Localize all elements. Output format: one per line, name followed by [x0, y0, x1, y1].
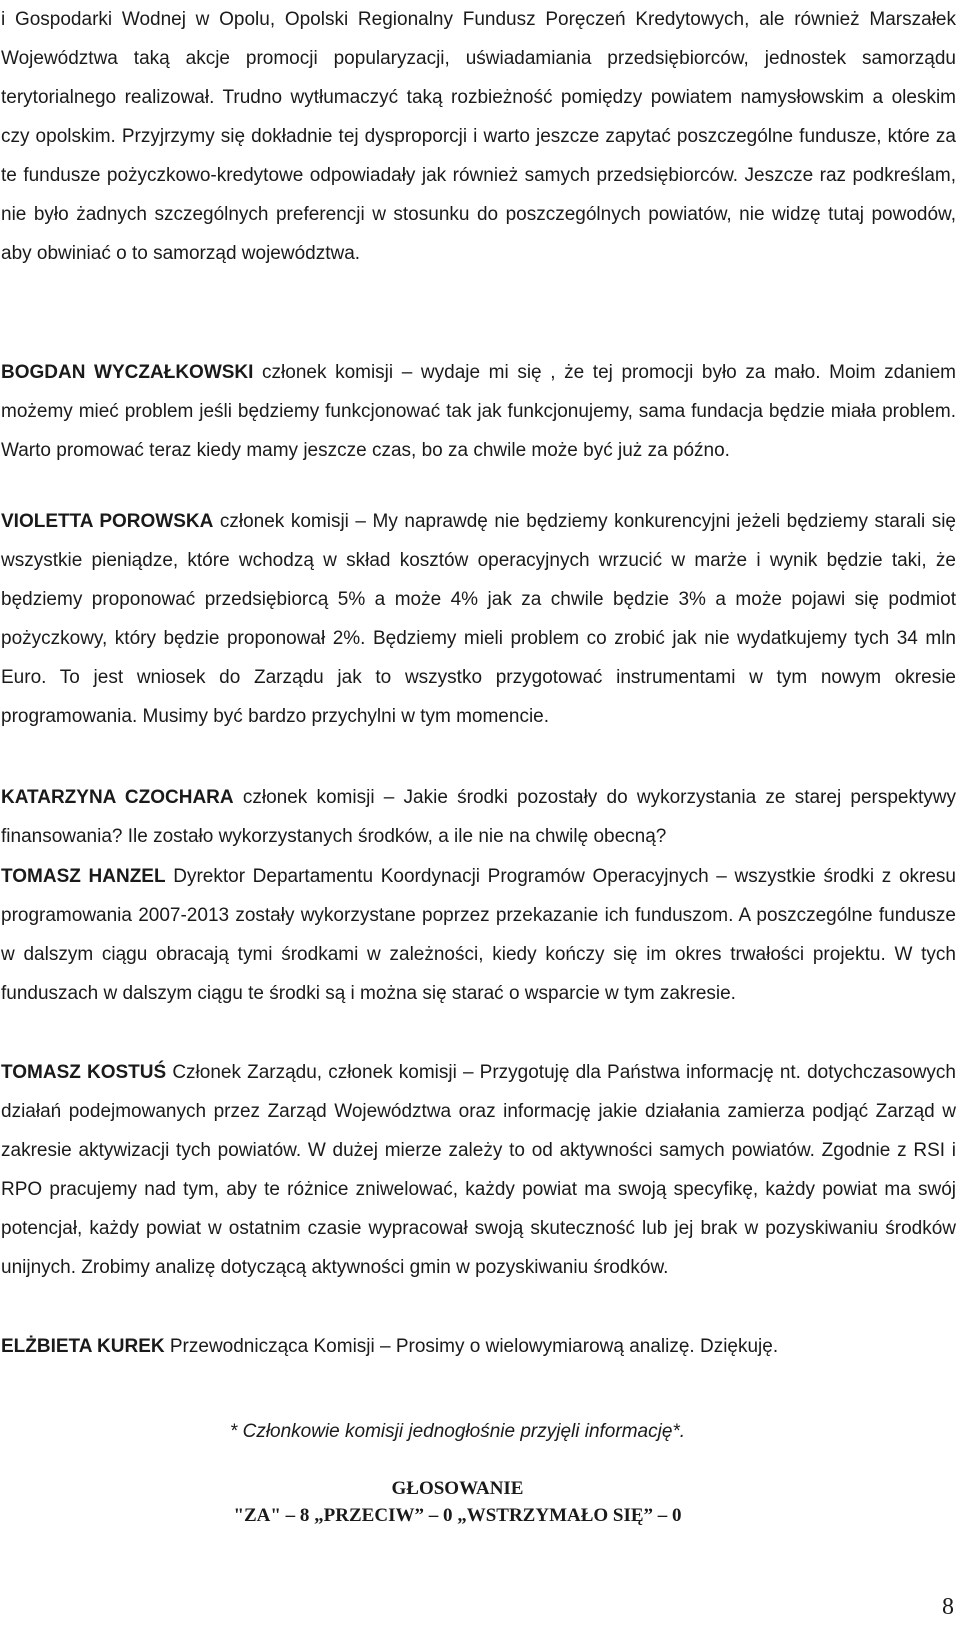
- paragraph-kostus: [1, 1053, 956, 1287]
- paragraph-text: członek komisji – wydaje mi się , że tej promocji było za mało. Moim zdaniem możemy mieć problem jeśli będziemy funkcjonować tak jak funkcjonujemy, sama fundacja będzie miała problem. Warto promować teraz kiedy mamy jeszcze czas, bo za chwile może być już za późno.: [1, 362, 956, 461]
- vote-title: GŁOSOWANIE: [391, 1478, 524, 1499]
- paragraph-czochara: [1, 778, 956, 856]
- speaker-name: VIOLETTA POROWSKA: [1, 511, 214, 532]
- paragraph-text: członek komisji – My naprawdę nie będziemy konkurencyjni jeżeli będziemy starali się wszystkie pieniądze, które wchodzą w skład kosztów operacyjnych wrzucić w marże i wynik będzie taki, że będziemy proponować przedsiębiorcą 5% a może 4% jak za chwile będzie 3% a może pojawi się podmiot pożyczkowy, który będzie proponował 2%. Będziemy mieli problem co zrobić jak nie wydatkujemy tych 34 mln Euro. To jest wniosek do Zarządu jak to wszystko przygotować instrumentami w tym nowym okresie programowania. Musimy być bardzo przychylni w tym momencie.: [1, 511, 956, 727]
- speaker-name: TOMASZ KOSTUŚ: [1, 1062, 167, 1083]
- paragraph-text: i Gospodarki Wodnej w Opolu, Opolski Regionalny Fundusz Poręczeń Kredytowych, ale również Marszałek Województwa taką akcje promocji popularyzacji, uświadamiania przedsiębiorców, jednostek samorządu terytorialnego realizował. Trudno wytłumaczyć taką rozbieżność pomiędzy powiatem namysłowskim a oleskim czy opolskim. Przyjrzymy się dokładnie tej dysproporcji i warto jeszcze zapytać poszczególne fundusze, które za te fundusze pożyczkowo-kredytowe odpowiadały jak również samych przedsiębiorców. Jeszcze raz podkreślam, nie było żadnych szczególnych preferencji w stosunku do poszczególnych powiatów, nie widzę tutaj powodów, aby obwiniać o to samorząd województwa.: [1, 9, 956, 264]
- vote-results: "ZA" – 8 „PRZECIW” – 0 „WSTRZYMAŁO SIĘ” – 0: [233, 1505, 682, 1526]
- speaker-name: TOMASZ HANZEL: [1, 866, 166, 887]
- speaker-name: BOGDAN WYCZAŁKOWSKI: [1, 362, 254, 383]
- speaker-name: KATARZYNA CZOCHARA: [1, 787, 234, 808]
- paragraph-hanzel: [1, 857, 956, 1013]
- speaker-name: ELŻBIETA KUREK: [1, 1336, 165, 1357]
- paragraph-continuation: [1, 0, 956, 273]
- paragraph-kurek: [1, 1327, 956, 1366]
- paragraph-text: Członek Zarządu, członek komisji – Przygotuję dla Państwa informację nt. dotychczasowych działań podejmowanych przez Zarząd Województwa oraz informację jakie działania zamierza podjąć Zarząd w zakresie aktywizacji tych powiatów. W dużej mierze zależy to od aktywności samych powiatów. Zgodnie z RSI i RPO pracujemy nad tym, aby te różnice zniwelować, każdy powiat ma swoją specyfikę, każdy powiat ma swój potencjał, każdy powiat w ostatnim czasie wypracował swoją skuteczność lub jej brak w pozyskiwaniu środków unijnych. Zrobimy analizę dotyczącą aktywności gmin w pozyskiwaniu środków.: [1, 1062, 956, 1278]
- paragraph-wyczalkowski: [1, 353, 956, 470]
- committee-conclusion: * Członkowie komisji jednogłośnie przyjęli informację*.: [229, 1421, 686, 1442]
- paragraph-text: członek komisji – Jakie środki pozostały do wykorzystania ze starej perspektywy finansowania? Ile zostało wykorzystanych środków, a ile nie na chwilę obecną?: [1, 787, 956, 847]
- paragraph-text: Przewodnicząca Komisji – Prosimy o wielowymiarową analizę. Dziękuję.: [164, 1336, 779, 1357]
- page-number: 8: [942, 1594, 954, 1620]
- paragraph-porowska: [1, 502, 956, 736]
- paragraph-text: Dyrektor Departamentu Koordynacji Programów Operacyjnych – wszystkie środki z okresu programowania 2007-2013 zostały wykorzystane poprzez przekazanie ich funduszom. A poszczególne fundusze w dalszym ciągu obracają tymi środkami w zależności, kiedy kończy się im okres trwałości projektu. W tych funduszach w dalszym ciągu te środki są i można się starać o wsparcie w tym zakresie.: [1, 866, 956, 1004]
